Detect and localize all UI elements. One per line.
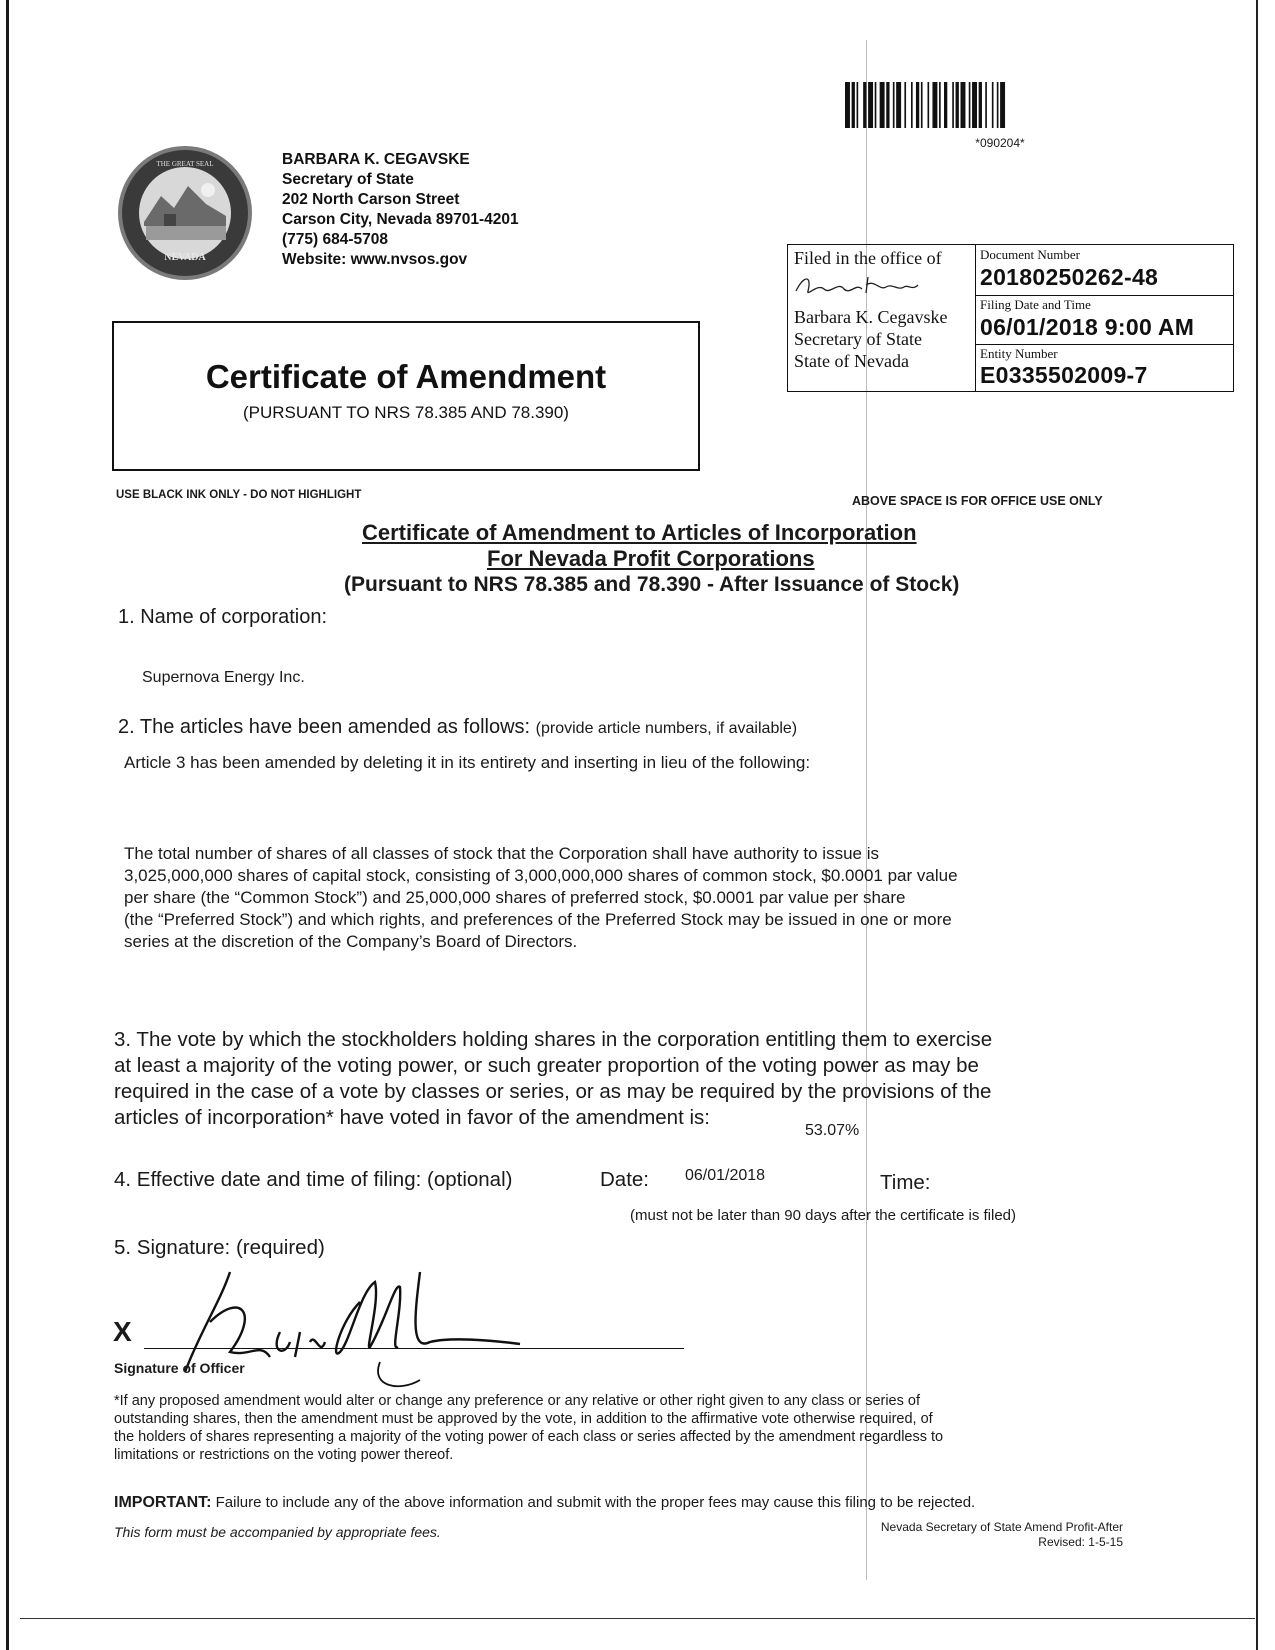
- barcode-bar: [886, 82, 889, 128]
- scan-bottom-line: [20, 1618, 1255, 1619]
- q2-hint: (provide article numbers, if available): [535, 720, 798, 737]
- q1-label: 1. Name of corporation:: [118, 606, 327, 628]
- svg-text:THE GREAT SEAL: THE GREAT SEAL: [156, 160, 214, 168]
- form-heading-line1: Certificate of Amendment to Articles of Incorporation: [362, 520, 917, 545]
- certificate-title: Certificate of Amendment: [205, 358, 607, 395]
- filing-row-divider: [975, 295, 1234, 296]
- effective-date-field[interactable]: 06/01/2018: [685, 1167, 766, 1184]
- footnote-line: the holders of shares representing a majority of the voting power of each class or series affected by the amendment regardless to: [114, 1429, 944, 1445]
- filed-in-label: Filed in the office of: [794, 248, 942, 268]
- form-id-line1: Nevada Secretary of State Amend Profit-After: [880, 1520, 1123, 1534]
- sos-city: Carson City, Nevada 89701-4201: [282, 211, 519, 228]
- q2-label-row: [118, 716, 797, 739]
- time-label: Time:: [880, 1171, 931, 1194]
- sos-signature: [794, 269, 934, 301]
- barcode-bar: [972, 82, 977, 128]
- q2-amendment-text[interactable]: [124, 843, 1124, 953]
- barcode-bar: [875, 82, 877, 128]
- q3-line: 3. The vote by which the stockholders holding shares in the corporation entitling them to exercise: [114, 1028, 993, 1051]
- form-heading-line3: (Pursuant to NRS 78.385 and 78.390 - After Issuance of Stock): [344, 573, 960, 596]
- entity-number-label: Entity Number: [980, 346, 1058, 361]
- q3-line: at least a majority of the voting power, or such greater proportion of the voting power as may be: [114, 1054, 979, 1077]
- sos-title: Secretary of State: [282, 171, 414, 188]
- signature-line: [144, 1348, 684, 1349]
- q3-vote-text: [114, 1027, 1134, 1131]
- sos-name: BARBARA K. CEGAVSKE: [282, 151, 470, 168]
- barcode-number: *090204*: [975, 136, 1025, 150]
- form-identifier: [845, 1520, 1123, 1550]
- barcode: [845, 82, 1130, 128]
- barcode-bar: [985, 82, 987, 128]
- amendment-line: per share (the “Common Stock”) and 25,000,000 shares of preferred stock, $0.0001 par value per share: [124, 888, 906, 907]
- barcode-bar: [857, 82, 859, 128]
- footnote-line: outstanding shares, then the amendment must be approved by the vote, in addition to the affirmative vote otherwise required, of: [114, 1411, 933, 1427]
- sos-signer-state: State of Nevada: [794, 351, 909, 371]
- sos-website: Website: www.nvsos.gov: [282, 251, 468, 268]
- barcode-bar: [932, 82, 937, 128]
- amendment-line: The total number of shares of all classes of stock that the Corporation shall have authority to issue is: [124, 844, 879, 863]
- filing-date-label: Filing Date and Time: [980, 297, 1091, 312]
- form-heading-line2: For Nevada Profit Corporations: [487, 546, 815, 571]
- barcode-bar: [944, 82, 947, 128]
- ink-notice: USE BLACK INK ONLY - DO NOT HIGHLIGHT: [116, 489, 362, 501]
- barcode-bar: [863, 82, 866, 128]
- barcode-bar: [1000, 82, 1005, 128]
- barcode-bar: [997, 82, 999, 128]
- barcode-bar: [852, 82, 855, 128]
- certificate-subtitle: (PURSUANT TO NRS 78.385 AND 78.390): [243, 403, 569, 422]
- barcode-bar: [992, 82, 994, 128]
- footnote-line: *If any proposed amendment would alter or change any preference or any relative or other right given to any class or series of: [114, 1393, 920, 1409]
- filed-in-office-block: [794, 247, 947, 372]
- barcode-bar: [911, 82, 913, 128]
- important-notice: [114, 1494, 975, 1512]
- sos-phone: (775) 684-5708: [282, 231, 388, 248]
- barcode-bar: [921, 82, 923, 128]
- barcode-bar: [939, 82, 941, 128]
- barcode-bar: [928, 82, 930, 128]
- barcode-bar: [845, 82, 850, 128]
- date-note: (must not be later than 90 days after the certificate is filed): [630, 1207, 1017, 1224]
- signature-label: Signature of Officer: [114, 1360, 245, 1376]
- barcode-bar: [904, 82, 906, 128]
- amendment-line: series at the discretion of the Company’s Board of Directors.: [124, 932, 578, 951]
- document-number-label: Document Number: [980, 247, 1081, 262]
- entity-number-value: E0335502009-7: [980, 362, 1148, 388]
- barcode-bar: [868, 82, 873, 128]
- document-number-value: 20180250262-48: [980, 264, 1159, 290]
- nevada-state-seal: [116, 144, 254, 282]
- q3-line: required in the case of a vote by classes or series, or as may be required by the provisions of the: [114, 1080, 992, 1103]
- svg-text:NEVADA: NEVADA: [164, 252, 206, 263]
- footnote: [114, 1392, 1124, 1464]
- scan-left-edge: [6, 0, 9, 1650]
- certificate-title-box: [112, 321, 700, 471]
- vote-percent-field[interactable]: 53.07%: [805, 1122, 860, 1139]
- barcode-bar: [961, 82, 966, 128]
- barcode-bar: [952, 82, 954, 128]
- corporation-name-field[interactable]: Supernova Energy Inc.: [142, 669, 305, 686]
- amendment-line: (the “Preferred Stock”) and which rights, and preferences of the Preferred Stock may be issued in one or more: [124, 910, 952, 929]
- form-id-revised: Revised: 1-5-15: [1038, 1535, 1123, 1549]
- barcode-bar: [893, 82, 895, 128]
- signature-x-mark: X: [113, 1316, 132, 1347]
- fees-notice: This form must be accompanied by appropriate fees.: [114, 1524, 441, 1540]
- sos-street: 202 North Carson Street: [282, 191, 460, 208]
- filing-row-divider: [975, 344, 1234, 345]
- important-text: Failure to include any of the above information and submit with the proper fees may cause this filing to be rejected.: [215, 1494, 976, 1511]
- filing-date-value: 06/01/2018 9:00 AM: [980, 314, 1195, 340]
- footnote-line: limitations or restrictions on the voting power thereof.: [114, 1447, 454, 1463]
- office-use-notice: ABOVE SPACE IS FOR OFFICE USE ONLY: [852, 494, 1103, 508]
- barcode-bar: [896, 82, 901, 128]
- barcode-bar: [956, 82, 959, 128]
- q4-label: 4. Effective date and time of filing: (optional): [114, 1168, 513, 1191]
- q2-article-field[interactable]: Article 3 has been amended by deleting it in its entirety and inserting in lieu of the following:: [124, 753, 811, 772]
- sos-signer-title: Secretary of State: [794, 329, 922, 349]
- barcode-bar: [880, 82, 885, 128]
- amendment-line: 3,025,000,000 shares of capital stock, consisting of 3,000,000,000 shares of common stock, $0.0001 par value: [124, 866, 958, 885]
- important-label: IMPORTANT:: [114, 1494, 212, 1511]
- sos-address-block: [282, 150, 519, 270]
- scan-right-edge: [1256, 0, 1258, 1650]
- q2-label: 2. The articles have been amended as follows:: [118, 716, 531, 738]
- q5-label: 5. Signature: (required): [114, 1236, 325, 1259]
- q3-line: articles of incorporation* have voted in favor of the amendment is:: [114, 1106, 710, 1129]
- barcode-bar: [969, 82, 971, 128]
- barcode-bar: [979, 82, 982, 128]
- date-label: Date:: [600, 1168, 649, 1191]
- filing-box-divider: [975, 244, 976, 392]
- sos-signer-name: Barbara K. Cegavske: [794, 307, 948, 327]
- barcode-bar: [916, 82, 919, 128]
